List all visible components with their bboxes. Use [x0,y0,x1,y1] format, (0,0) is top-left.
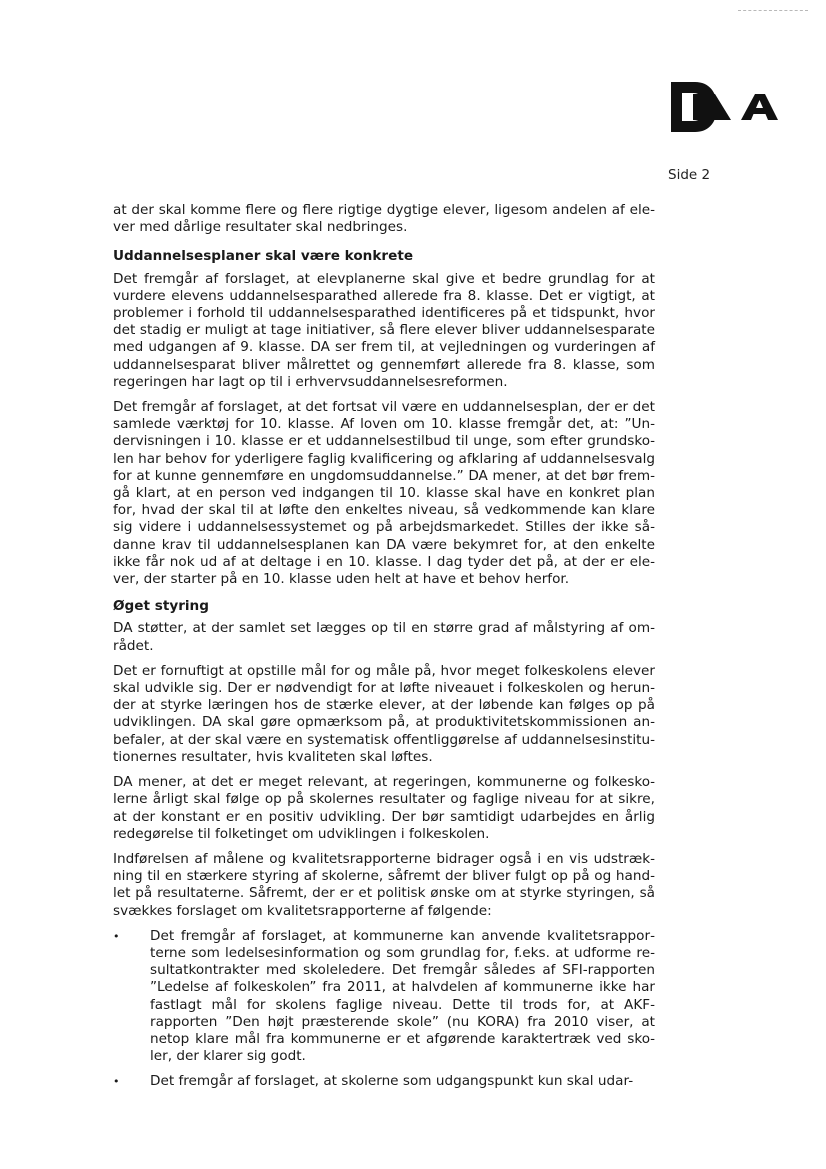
paragraph: Indførelsen af målene og kvalitetsrapporterne bidrager også i en vis udstrækning til en stærkere styring af skolerne, såfremt der bliver fulgt op på og handlet på resultaterne. Såfremt, der er et politisk ønske om at styrke styringen, så svækkes forslaget om kvalitetsrapporterne af følgende: [113,850,655,919]
paragraph: DA støtter, at der samlet set lægges op til en større grad af målstyring af området. [113,620,655,654]
paragraph: Det er fornuftigt at opstille mål for og måle på, hvor meget folkeskolens elever skal udvikle sig. Der er nødvendigt for at løfte niveauet i folkeskolen og herunder at styrke læringen hos de stærke elever, at der løbende kan følges op på udviklingen. DA skal gøre opmærksom på, at produktivitetskommissionen anbefaler, at der skal være en systematisk offentliggørelse af uddannelsesinstitutionernes resultater, hvis kvaliteten skal løftes. [113,662,655,765]
page-number: Side 2 [668,167,711,183]
list-item [113,928,655,1066]
paragraph: Det fremgår af forslaget, at det fortsat vil være en uddannelsesplan, der er det samlede værktøj for 10. klasse. Af loven om 10. klasse fremgår det, at: ”Undervisningen i 10. klasse er et uddannelsestilbud til unge, som efter grundskolen har behov for yderligere faglig kvalificering og afklaring af uddannelsesvalg for at kunne gennemføre en ungdomsuddannelse.” DA mener, at det bør fremgå klart, at en person ved indgangen til 10. klasse skal have en konkret plan for, hvad der skal til at løfte den enkeltes niveau, så vedkommende kan klare sig videre i uddannelsessystemet og på arbejdsmarkedet. Stilles der ikke sådanne krav til uddannelsesplanen kan DA være bekymret for, at den enkelte ikke får nok ud af at deltage i en 10. klasse. I dag tyder det på, at der er elever, der starter på en 10. klasse uden helt at have et behov herfor. [113,399,655,588]
da-logo [669,80,779,134]
scan-artifact-line [738,10,808,11]
intro-paragraph: at der skal komme flere og flere rigtige dygtige elever, ligesom andelen af elever med dårlige resultater skal nedbringes. [113,202,655,236]
document-body [113,202,655,1099]
bullet-icon: • [113,1075,120,1089]
bullet-icon: • [113,929,120,943]
bullet-list [113,928,655,1091]
list-item [113,1073,655,1090]
paragraph: Det fremgår af forslaget, at elevplanerne skal give et bedre grundlag for at vurdere elevens uddannelsesparathed allerede fra 8. klasse. Det er vigtigt, at problemer i forhold til uddannelsesparathed identificeres på et tidspunkt, hvor det stadig er muligt at tage initiativer, så flere elever bliver uddannelsesparate med udgangen af 9. klasse. DA ser frem til, at vejledningen og vurderingen af uddannelsesparat bliver målrettet og gennemført allerede fra 8. klasse, som regeringen har lagt op til i erhvervsuddannelsesreformen. [113,270,655,390]
section-heading-oget-styring: Øget styring [113,598,209,615]
section-heading-uddannelsesplaner: Uddannelsesplaner skal være konkrete [113,248,414,265]
list-item-text: Det fremgår af forslaget, at kommunerne kan anvende kvalitetsrapporterne som ledelsesinformation og som grundlag for, f.eks. at udforme resultatkontrakter med skoleledere. Det fremgår således af SFI-rapporten ”Ledelse af folkeskolen” fra 2011, at halvdelen af kommunerne ikke har fastlagt mål for skolens faglige niveau. Dette til trods for, at AKF-rapporten ”Den højt præsterende skole” (nu KORA) fra 2010 viser, at netop klare mål fra kommunerne er et afgørende karaktertræk ved skoler, der klarer sig godt. [150,927,655,1065]
list-item-text: Det fremgår af forslaget, at skolerne som udgangspunkt kun skal udar- [150,1073,634,1090]
paragraph: DA mener, at det er meget relevant, at regeringen, kommunerne og folkeskolerne årligt skal følge op på skolernes resultater og faglige niveau for at sikre, at der konstant er en positiv udvikling. Der bør samtidigt udarbejdes en årlig redegørelse til folketinget om udviklingen i folkeskolen. [113,774,655,842]
